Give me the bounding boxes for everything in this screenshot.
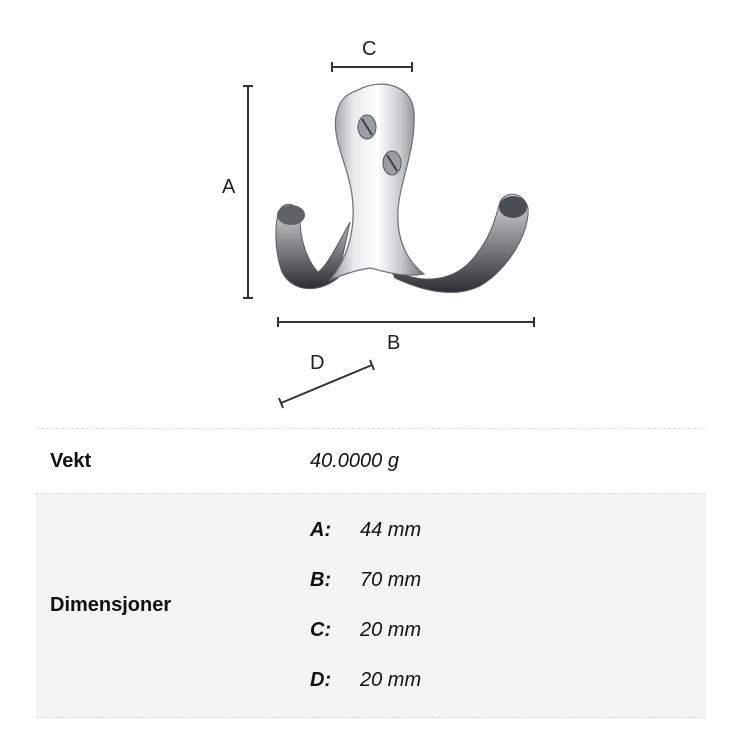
dimension-label-b: B [387, 332, 401, 354]
dimension-key: D: [310, 669, 332, 691]
spec-table [36, 428, 706, 718]
dimension-line-c [332, 38, 412, 72]
dimension-key: A: [310, 519, 332, 541]
dimension-item-b [310, 566, 421, 596]
weight-value: 40.0000 g [310, 449, 399, 472]
screw-hole-icon [358, 115, 376, 139]
dimensions-list [310, 516, 421, 696]
dimension-key: C: [310, 619, 332, 641]
dimensions-label: Dimensjoner [50, 594, 172, 616]
spec-row-weight [36, 428, 706, 493]
dimension-label-a: A [222, 176, 236, 198]
dimension-value: 20 mm [360, 669, 422, 691]
dimension-label-d: D [310, 352, 325, 374]
dimension-item-d [310, 666, 421, 696]
weight-label: Vekt [50, 449, 92, 472]
dimension-line-b [278, 317, 534, 354]
dimension-item-c [310, 616, 421, 646]
dimension-value: 20 mm [360, 619, 422, 641]
dimension-value: 70 mm [360, 569, 422, 591]
dimension-line-d [279, 352, 374, 408]
dimension-label-c: C [362, 38, 377, 60]
dimension-key: B: [310, 569, 332, 591]
dimension-line-a [222, 86, 253, 298]
spec-row-dimensions [36, 493, 706, 718]
double-coat-hook-icon [276, 84, 528, 292]
dimension-value: 44 mm [360, 519, 422, 541]
screw-hole-icon [383, 151, 401, 175]
dimension-item-a [310, 516, 421, 546]
